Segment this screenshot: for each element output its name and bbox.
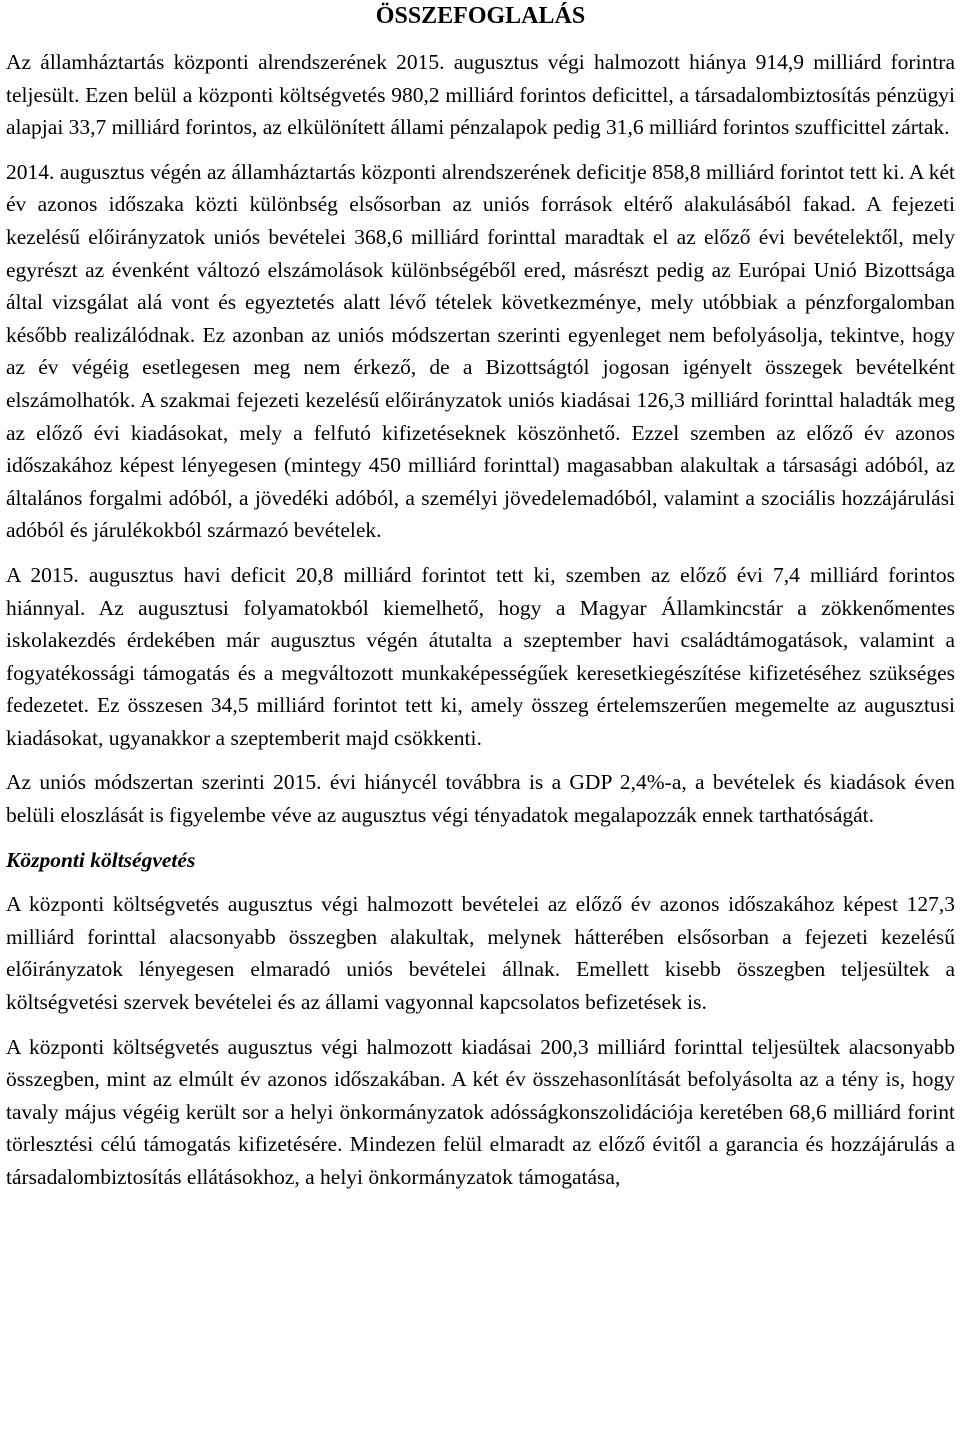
sentence: A központi költségvetés augusztus végi halmozott bevételei az előző év azonos időszakához képest 127,3 milliárd forinttal alacsonyabb összegben alakultak, melynek hátterében elsősorban a fejezeti kezelésű előirányzatok lényegesen elmaradó uniós bevételei állnak. [6, 892, 955, 982]
sentence: A két év azonos időszaka közti különbség elsősorban az uniós források eltérő alakulásából fakad. [6, 159, 955, 217]
sentence: Ez azonban az uniós módszertan szerinti egyenleget nem befolyásolja, tekintve, hogy az év végéig esetlegesen meg nem érkező, de a Bizottságtól jogosan igényelt összegek bevételként elszámolhatók. [6, 322, 956, 412]
sentence: Emellett kisebb összegben teljesültek a költségvetési szervek bevételei és az állami vagyonnal kapcsolatos befizetések is. [6, 957, 955, 1015]
section-heading: Központi költségvetés [6, 847, 196, 872]
paragraph-2014-comparison [6, 156, 955, 547]
sentence: Az uniós módszertan szerinti 2015. évi hiánycél továbbra is a GDP 2,4%-a, a bevételek és kiadások éven belüli eloszlását is figyelembe véve az augusztus végi tényadatok megalapozzák ennek tarthatóságát. [6, 770, 955, 828]
paragraph-central-budget-revenues [6, 888, 955, 1018]
sentence: A 2015. augusztus havi deficit 20,8 milliárd forintot tett ki, szemben az előző évi 7,4 milliárd forintos hiánnyal. [6, 562, 955, 620]
paragraph-august-monthly [6, 559, 955, 755]
sentence: Ezen belül a központi költségvetés 980,2 milliárd forintos deficittel, a társadalombiztosítás pénzügyi alapjai 33,7 milliárd forintos, az elkülönített állami pénzalapok pedig 31,6 milliárd forintos szufficittel zártak. [6, 82, 955, 140]
paragraph-deficit-target [6, 766, 955, 831]
sentence: Ez összesen 34,5 milliárd forintot tett ki, amely összeg értelemszerűen megemelte az augusztusi kiadásokat, ugyanakkor a szeptemberit majd csökkenti. [6, 693, 956, 750]
sentence: Ezzel szemben az előző év azonos időszakához képest lényegesen (mintegy 450 milliárd forinttal) magasabban alakultak a társasági adóból, az általános forgalmi adóból, a jövedéki adóból, a személyi jövedelemadóból, valamint a szociális hozzájárulási adóból és járulékokból származó bevételek. [6, 420, 956, 543]
sentence: Mindezen felül elmaradt az előző évitől a garancia és hozzájárulás a társadalombiztosítás ellátásokhoz, a helyi önkormányzatok támogatása, [6, 1132, 956, 1189]
sentence: Az augusztusi folyamatokból kiemelhető, hogy a Magyar Államkincstár a zökkenőmentes iskolakezdés érdekében már augusztus végén átutalta a szeptember havi családtámogatások, valamint a fogyatékossági támogatás és a megváltozott munkaképességűek keresetkiegészítése kifizetéséhez szükséges fedezetet. [6, 595, 955, 718]
sentence: Az államháztartás központi alrendszerének 2015. augusztus végi halmozott hiánya 914,9 milliárd forintra teljesült. [6, 50, 955, 107]
sentence: A fejezeti kezelésű előirányzatok uniós bevételei 368,6 milliárd forinttal maradtak el az előző évi bevételektől, mely egyrészt az évenként változó elszámolások különbségéből ered, másrészt pedig az Európai Unió Bizottsága által vizsgálat alá vont és egyeztetés alatt lévő tételek következménye, mely utóbbiak a pénzforgalomban később realizálódnak. [6, 192, 955, 347]
sentence: A szakmai fejezeti kezelésű előirányzatok uniós kiadásai 126,3 milliárd forinttal haladták meg az előző évi kiadásokat, mely a felfutó kifizetéseknek köszönhető. [6, 387, 955, 445]
paragraph-central-budget-expenditures [6, 1031, 955, 1194]
sentence: 2014. augusztus végén az államháztartás központi alrendszerének deficitje 858,8 milliárd forintot tett ki. [6, 159, 905, 184]
paragraph-deficit-summary [6, 46, 955, 144]
sentence: A két év összehasonlítását befolyásolta az a tény is, hogy tavaly május végéig került sor a helyi önkormányzatok adósságkonszolidációja keretében 68,6 milliárd forint törlesztési célú támogatás kifizetésére. [6, 1067, 955, 1157]
document-title: ÖSSZEFOGLALÁS [375, 3, 586, 29]
sentence: A központi költségvetés augusztus végi halmozott kiadásai 200,3 milliárd forinttal teljesültek alacsonyabb összegben, mint az elmúlt év azonos időszakában. [6, 1034, 955, 1092]
